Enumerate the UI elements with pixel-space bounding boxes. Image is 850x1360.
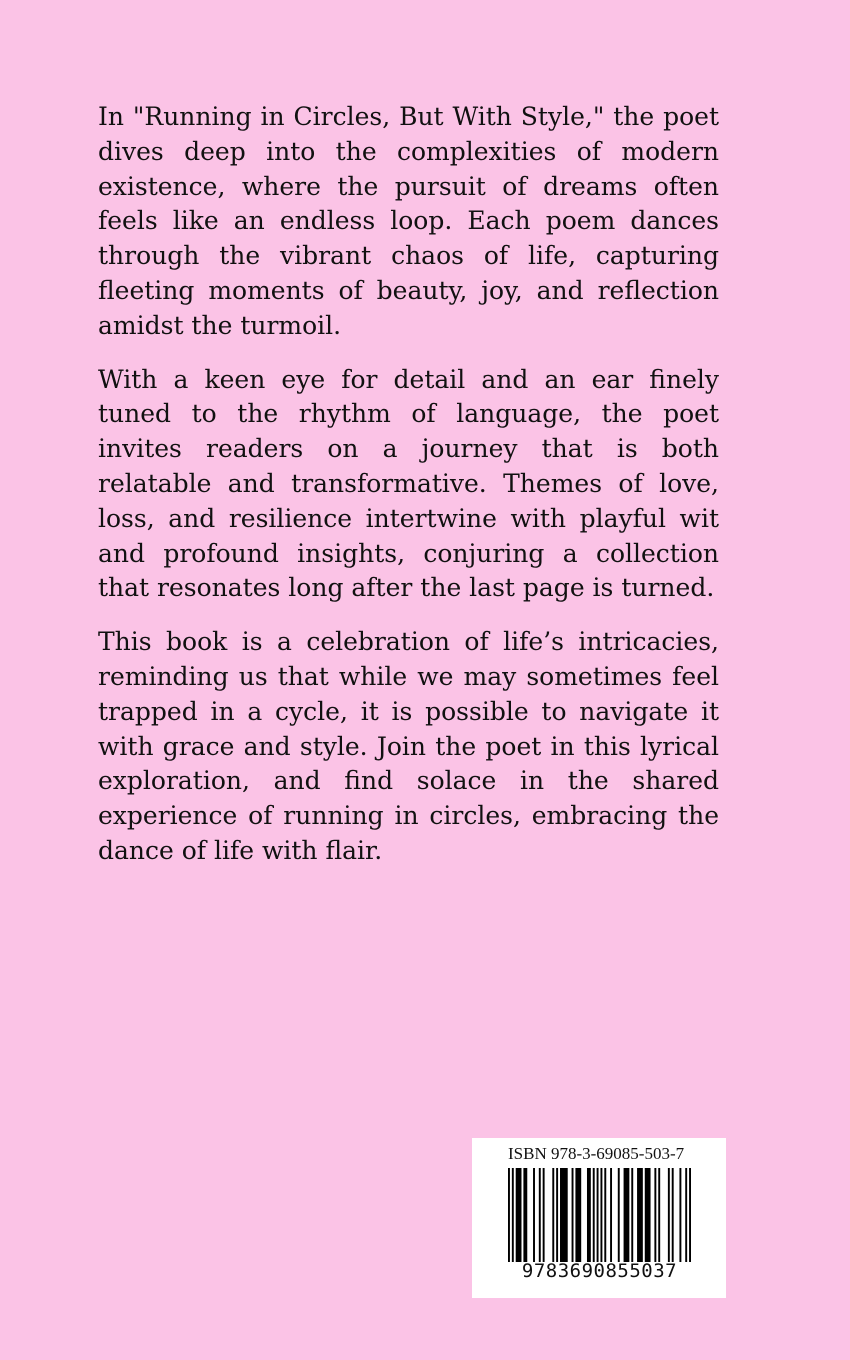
barcode-bar [575,1168,581,1262]
barcode-bar [679,1168,681,1262]
barcode-bar [552,1168,554,1262]
isbn-label: ISBN 978-3-69085-503-7 [508,1144,685,1163]
blurb-paragraph-2: With a keen eye for detail and an ear finely tuned to the rhythm of language, the poet invites readers on a journey that is both relatable and transformative. Themes of love, loss, and resilience intertwine with playful wit and profound insights, conjuring a collection that resonates long after the last page is turned. [98,364,719,603]
barcode-bar [610,1168,612,1262]
barcode-bar [637,1168,643,1262]
barcode-bar [645,1168,651,1262]
barcode-bars [508,1168,691,1262]
barcode-bar [689,1168,691,1262]
barcode-bar [624,1168,630,1262]
blurb-paragraph-1: In "Running in Circles, But With Style," the poet dives deep into the complexities of modern existence, where the pursuit of dreams often feels like an endless loop. Each poem dances through the vibrant chaos of life, capturing fleeting moments of beauty, joy, and reflection amidst the turmoil. [98,102,719,340]
barcode-bar [668,1168,670,1262]
barcode-bar [631,1168,633,1262]
barcode-bar [539,1168,541,1262]
barcode-bar [618,1168,620,1262]
barcode-bar [600,1168,602,1262]
barcode-bar [533,1168,535,1262]
back-cover-blurb [98,100,719,888]
blurb-paragraph-3: This book is a celebration of life’s intricacies, reminding us that while we may sometimes feel trapped in a cycle, it is possible to navigate it with grace and style. Join the poet in this lyrical exploration, and find solace in the shared experience of running in circles, embracing the dance of life with flair. [98,627,719,865]
barcode-bar [543,1168,545,1262]
barcode-bar [560,1168,568,1262]
barcode-bar [523,1168,527,1262]
barcode-bar [587,1168,591,1262]
barcode-bar [658,1168,660,1262]
barcode-bar [508,1168,510,1262]
isbn-barcode-box [472,1138,726,1298]
barcode-bar [516,1168,522,1262]
barcode-bar [593,1168,595,1262]
barcode-bar [604,1168,606,1262]
barcode-bar [685,1168,687,1262]
barcode-bar [672,1168,674,1262]
barcode-bar [572,1168,574,1262]
barcode-bar [654,1168,656,1262]
barcode-bar [597,1168,599,1262]
barcode-bar [556,1168,558,1262]
isbn-digits: 9783690855037 [521,1260,678,1282]
barcode-bar [512,1168,514,1262]
